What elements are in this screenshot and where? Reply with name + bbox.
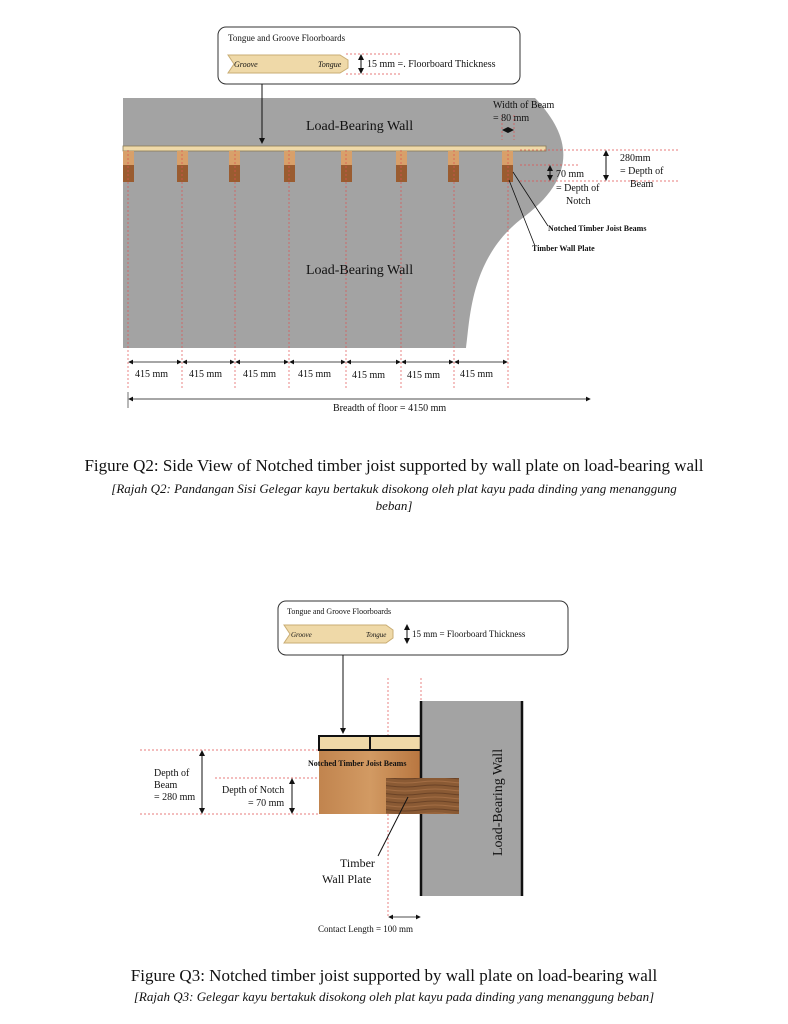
notch-3: Notch (566, 196, 591, 207)
tongue-label: Tongue (318, 60, 342, 69)
contact-length-label: Contact Length = 100 mm (318, 924, 414, 934)
wall-label-top: Load-Bearing Wall (306, 119, 414, 134)
spacing-label: 415 mm (243, 369, 277, 380)
figure-q3 (140, 601, 568, 934)
spacing-label: 415 mm (135, 369, 169, 380)
spacing-label: 415 mm (189, 369, 223, 380)
wallplate-2-q3: Wall Plate (322, 872, 372, 886)
wallplate-1-q3: Timber (340, 856, 375, 870)
depth-beam-2: = Depth of (620, 166, 664, 177)
width-of-beam-label: Width of Beam (493, 100, 555, 111)
joist-beam (396, 151, 407, 182)
depth-beam-3: Beam (630, 179, 654, 190)
depth-notch-1-q3: Depth of Notch (222, 785, 285, 796)
floorboard-title: Tongue and Groove Floorboards (228, 33, 346, 43)
tongue-label-q3: Tongue (366, 631, 387, 639)
spacing-label: 415 mm (407, 370, 441, 381)
joist-beams-label: Notched Timber Joist Beams (548, 224, 647, 233)
depth-beam-3-q3: = 280 mm (154, 792, 196, 803)
spacing-label: 415 mm (298, 369, 332, 380)
spacing-label: 415 mm (460, 369, 494, 380)
caption-q3: Figure Q3: Notched timber joist supported by wall plate on load-bearing wall (130, 966, 658, 985)
depth-beam-2-q3: Beam (154, 780, 178, 791)
spacing-label: 415 mm (352, 370, 386, 381)
joist-beam (229, 151, 240, 182)
thickness-label: 15 mm =. Floorboard Thickness (367, 59, 496, 70)
joist-beam (448, 151, 459, 182)
joist-beam (123, 151, 134, 182)
joist-beam (341, 151, 352, 182)
joist-beam (177, 151, 188, 182)
caption-q2: Figure Q2: Side View of Notched timber joist supported by wall plate on load-bearing wall (84, 456, 704, 475)
width-of-beam-value: = 80 mm (493, 113, 530, 124)
breadth-label: Breadth of floor = 4150 mm (333, 403, 447, 414)
joist-beam (284, 151, 295, 182)
load-bearing-wall-q2 (123, 98, 563, 348)
thickness-label-q3: 15 mm = Floorboard Thickness (412, 629, 526, 639)
notch-2: = Depth of (556, 183, 600, 194)
notch-1: 70 mm (556, 169, 585, 180)
groove-label-q3: Groove (291, 631, 312, 639)
joist-beam (502, 151, 513, 182)
caption-q2-sub-1: [Rajah Q2: Pandangan Sisi Gelegar kayu bertakuk disokong oleh plat kayu pada dinding yang menanggung (111, 481, 677, 496)
caption-q2-sub-2: beban] (375, 498, 413, 513)
depth-beam-1-q3: Depth of (154, 768, 190, 779)
floorboard-title-q3: Tongue and Groove Floorboards (287, 607, 392, 616)
joist-label-q3: Notched Timber Joist Beams (308, 759, 407, 768)
caption-q3-sub: [Rajah Q3: Gelegar kayu bertakuk disokong oleh plat kayu pada dinding yang menanggung beban] (133, 989, 655, 1004)
depth-notch-2-q3: = 70 mm (248, 798, 285, 809)
wall-plate-q3 (386, 778, 459, 814)
floorboard-strip (123, 146, 546, 151)
wall-plate-label: Timber Wall Plate (532, 244, 595, 253)
groove-label: Groove (234, 60, 258, 69)
wall-label-bottom: Load-Bearing Wall (306, 263, 414, 278)
wall-label-q3: Load-Bearing Wall (491, 748, 506, 856)
figure-q2 (123, 27, 680, 414)
depth-beam-1: 280mm (620, 153, 651, 164)
